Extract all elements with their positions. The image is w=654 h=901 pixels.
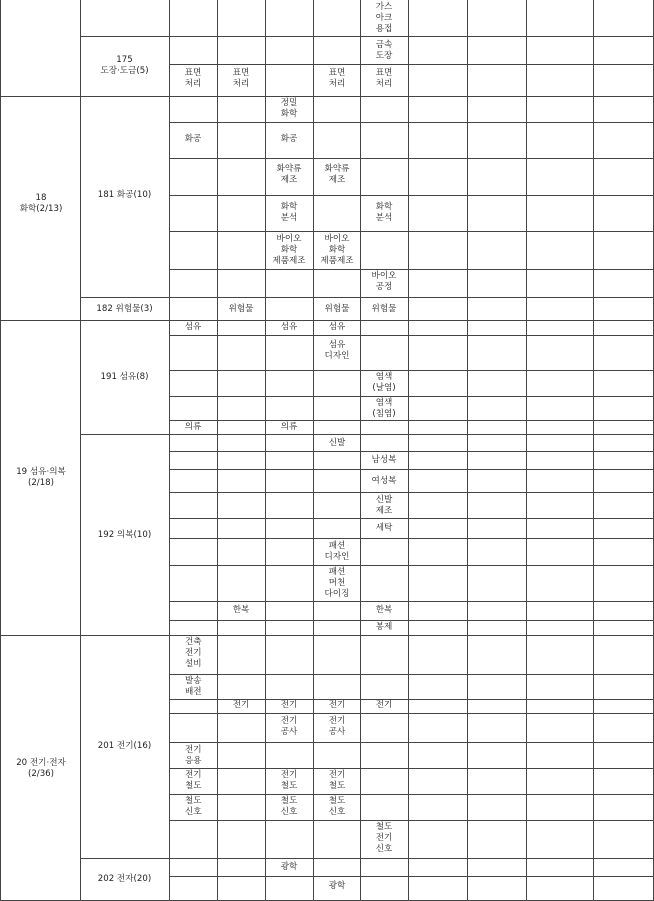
cell-text: 전기: [375, 700, 393, 710]
cell-text: 한복: [232, 605, 250, 615]
cell-text: 철도 신호: [280, 796, 298, 817]
cell-text: 봉제: [375, 622, 393, 632]
subcategory-192: 192 의복(10): [97, 530, 152, 540]
cell-text: 전기: [280, 700, 298, 710]
cell-text: 섬유: [328, 322, 346, 332]
cell-text: 정밀 화학: [280, 98, 298, 119]
subcategory-182: 182 위험물(3): [96, 304, 153, 314]
cell-text: 패션 머천 다이징: [324, 567, 350, 599]
cell-text: 패션 디자인: [324, 541, 350, 562]
cell-text: 화학 분석: [375, 202, 393, 223]
cell-text: 바이오 화학 제품제조: [320, 234, 354, 266]
subcategory-181: 181 화공(10): [97, 190, 152, 200]
cell-text: 화공: [184, 134, 202, 144]
category-18: 18 화학(2/13): [19, 193, 63, 214]
cell-text: 바이오 공정: [371, 271, 397, 292]
cell-text: 금속 도장: [375, 40, 393, 61]
cell-text: 의류: [280, 422, 298, 432]
cell-text: 철도 신호: [185, 796, 202, 817]
cell-text: 전기 철도: [328, 770, 346, 791]
subcategory-201: 201 전기(16): [97, 741, 152, 751]
cell-text: 화학 분석: [280, 202, 298, 223]
cell-text: 위험물: [324, 304, 350, 314]
cell-text: 세탁: [375, 523, 393, 533]
cell-text: 바이오 화학 제품제조: [272, 234, 306, 266]
cell-text: 위험물: [228, 304, 254, 314]
cell-text: 여성복: [371, 476, 397, 486]
cell-text: 위험물: [371, 304, 397, 314]
cell-text: 광학: [280, 862, 298, 872]
subcategory-175: 175 도장·도금(5): [100, 55, 149, 76]
cell-text: 전기: [232, 700, 250, 710]
subcategory-202: 202 전자(20): [97, 874, 152, 884]
cell-text: 표면 처리: [375, 68, 393, 89]
cell-text: 섬유: [280, 322, 298, 332]
cell-text: 화약류 제조: [276, 164, 302, 185]
cell-text: 신발: [328, 438, 346, 448]
cell-text: 전기 공사: [328, 716, 346, 737]
cell-text: 한복: [375, 605, 393, 615]
cell-text: 건축 전기 설비: [185, 637, 202, 669]
cell-text: 섬유: [184, 322, 202, 332]
category-20: 20 전기·전자 (2/36): [16, 758, 66, 779]
cell-text: 전기 공사: [280, 716, 298, 737]
cell-text: 남성복: [371, 455, 397, 465]
cell-text: 의류: [184, 422, 202, 432]
cell-text: 표면 처리: [232, 68, 250, 89]
cell-text: 전기 철도: [185, 770, 202, 791]
cell-text: 표면 처리: [328, 68, 346, 89]
cell-text: 철도 전기 신호: [375, 822, 393, 854]
cell-text: 신발 제조: [375, 495, 393, 516]
cell-text: 가스 아크 용접: [375, 2, 393, 34]
cell-text: 발송 배전: [185, 676, 202, 697]
cell-text: 염색 (날염): [372, 372, 396, 393]
cell-text: 화약류 제조: [324, 164, 350, 185]
cell-text: 광학: [328, 881, 346, 891]
cell-text: 전기 철도: [280, 770, 298, 791]
cell-text: 화공: [280, 134, 298, 144]
cell-text: 전기 응용: [185, 745, 202, 766]
subcategory-191: 191 섬유(8): [100, 372, 149, 382]
cell-text: 철도 신호: [328, 796, 346, 817]
cell-text: 표면 처리: [184, 68, 202, 89]
cell-text: 염색 (침염): [372, 398, 396, 419]
cell-text: 섬유 디자인: [324, 340, 350, 361]
category-19: 19 섬유·의복 (2/18): [16, 467, 66, 488]
cell-text: 전기: [328, 700, 346, 710]
